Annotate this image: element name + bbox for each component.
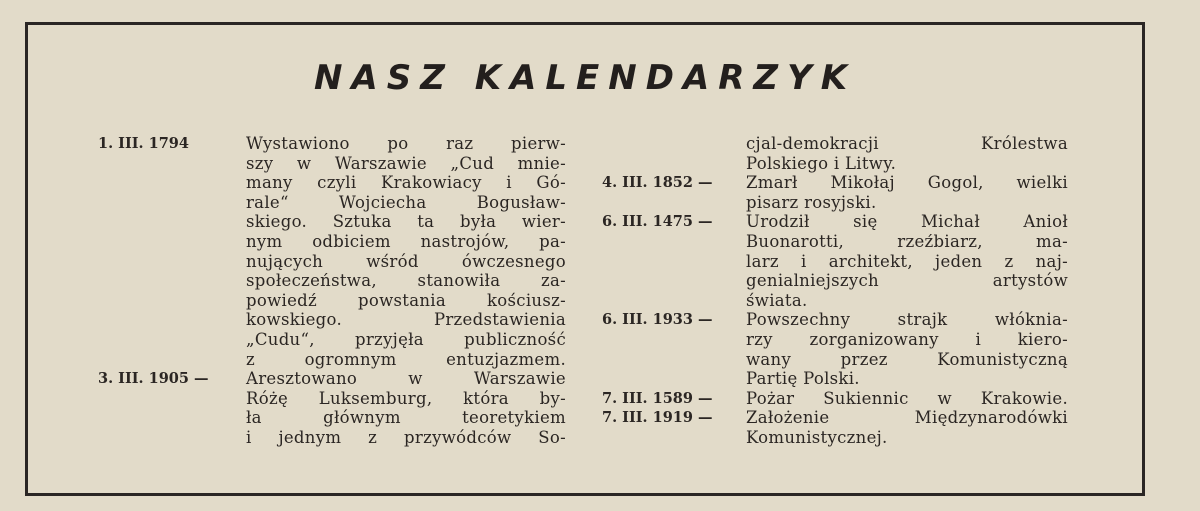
entry-date: 7. III. 1589 — <box>602 389 713 407</box>
calendar-entry <box>98 134 566 369</box>
entry-date: 1. III. 1794 <box>98 135 189 152</box>
text-line: społeczeństwa, stanowiła za- <box>246 271 566 291</box>
text-line: Wystawiono po raz pierw- <box>246 134 566 153</box>
text-line: rzy zorganizowany i kiero- <box>746 329 1068 349</box>
left-column <box>98 134 566 448</box>
text-line: Różę Luksemburg, która by- <box>246 388 566 408</box>
text-line: rale“ Wojciecha Bogusław- <box>246 192 566 212</box>
text-line: nujących wśród ówczesnego <box>246 251 566 271</box>
text-line: cjal-demokracji Królestwa <box>746 134 1068 153</box>
text-line: „Cudu“, przyjęła publiczność <box>246 329 566 349</box>
text-line: Buonarotti, rzeźbiarz, ma- <box>746 231 1068 251</box>
text-line: kowskiego. Przedstawienia <box>246 310 566 330</box>
text-line: genialniejszych artystów <box>746 271 1068 291</box>
text-line: i jednym z przywódców So- <box>246 427 566 447</box>
calendar-entry <box>602 310 1068 388</box>
text-line: z ogromnym entuzjazmem. <box>246 349 566 369</box>
entry-text <box>746 389 1068 409</box>
text-line: nym odbiciem nastrojów, pa- <box>246 231 566 251</box>
right-column <box>602 134 1068 448</box>
text-line: pisarz rosyjski. <box>746 192 877 212</box>
text-line: many czyli Krakowiacy i Gó- <box>246 173 566 193</box>
text-line: wany przez Komunistyczną <box>746 349 1068 369</box>
entry-text <box>746 212 1068 310</box>
calendar-entry-continued <box>602 134 1068 173</box>
text-line: Urodził się Michał Anioł <box>746 212 1068 232</box>
entry-text <box>746 310 1068 388</box>
text-line: powiedź powstania kościusz- <box>246 290 566 310</box>
text-line: Założenie Międzynarodówki <box>746 408 1068 428</box>
entry-date: 7. III. 1919 — <box>602 409 713 427</box>
calendar-entry <box>602 173 1068 212</box>
calendar-entry <box>602 389 1068 409</box>
text-line: larz i architekt, jeden z naj- <box>746 251 1068 271</box>
entry-text <box>746 408 1068 447</box>
text-line: skiego. Sztuka ta była wier- <box>246 212 566 232</box>
text-line: Polskiego i Litwy. <box>746 153 897 173</box>
calendar-entry <box>602 212 1068 310</box>
entry-date: 6. III. 1475 — <box>602 213 713 231</box>
text-line: Komunistycznej. <box>746 427 888 447</box>
text-line: Powszechny strajk włóknia- <box>746 310 1068 330</box>
entry-date: 6. III. 1933 — <box>602 311 713 329</box>
entry-text <box>746 173 1068 212</box>
text-line: Zmarł Mikołaj Gogol, wielki <box>746 173 1068 193</box>
entry-text <box>246 369 566 447</box>
text-line: szy w Warszawie „Cud mnie- <box>246 153 566 173</box>
text-line: świata. <box>746 290 808 310</box>
calendar-entry <box>602 408 1068 447</box>
entry-text <box>246 134 566 369</box>
text-line: ła głównym teoretykiem <box>246 408 566 428</box>
page-title: NASZ KALENDARZYK <box>313 58 857 98</box>
text-line: Pożar Sukiennic w Krakowie. <box>746 388 1068 408</box>
text-line: Partię Polski. <box>746 369 860 389</box>
entry-date: 4. III. 1852 — <box>602 174 713 192</box>
calendar-entry <box>98 369 566 447</box>
entry-text <box>746 134 1068 173</box>
text-line: Aresztowano w Warszawie <box>246 369 566 389</box>
entry-date: 3. III. 1905 — <box>98 370 209 388</box>
